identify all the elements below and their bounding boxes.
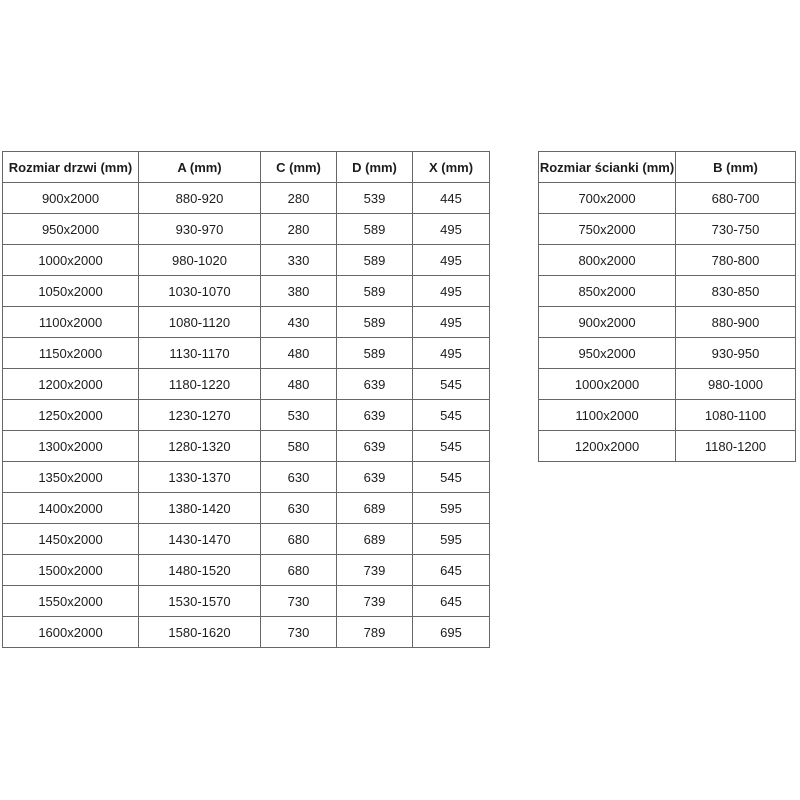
table-row	[3, 462, 490, 493]
table-cell: 1080-1120	[139, 307, 261, 338]
table-cell: 1530-1570	[139, 586, 261, 617]
table-cell: 589	[337, 338, 413, 369]
table-cell: 700x2000	[539, 183, 676, 214]
table-cell: 380	[261, 276, 337, 307]
table-cell: 1430-1470	[139, 524, 261, 555]
table-cell: 880-920	[139, 183, 261, 214]
wall-panel-size-table	[538, 151, 796, 462]
table-cell: 830-850	[676, 276, 796, 307]
header-row	[3, 152, 490, 183]
table-cell: 639	[337, 462, 413, 493]
table-row	[3, 276, 490, 307]
table-cell: 1330-1370	[139, 462, 261, 493]
table-cell: 750x2000	[539, 214, 676, 245]
table-row	[539, 245, 796, 276]
table-cell: 495	[413, 214, 490, 245]
table-row	[3, 524, 490, 555]
table-cell: 595	[413, 524, 490, 555]
table-row	[3, 307, 490, 338]
table-cell: 1480-1520	[139, 555, 261, 586]
table-row	[539, 307, 796, 338]
table-cell: 950x2000	[3, 214, 139, 245]
table-cell: 689	[337, 524, 413, 555]
table-cell: 680-700	[676, 183, 796, 214]
table-cell: 645	[413, 555, 490, 586]
table-cell: 1050x2000	[3, 276, 139, 307]
table-cell: 639	[337, 400, 413, 431]
table-cell: 1180-1220	[139, 369, 261, 400]
column-header: D (mm)	[337, 152, 413, 183]
table-cell: 545	[413, 462, 490, 493]
table-cell: 539	[337, 183, 413, 214]
table-cell: 589	[337, 245, 413, 276]
table-cell: 730	[261, 617, 337, 648]
table-cell: 695	[413, 617, 490, 648]
table-cell: 900x2000	[3, 183, 139, 214]
table-cell: 1300x2000	[3, 431, 139, 462]
table-cell: 445	[413, 183, 490, 214]
table-cell: 1580-1620	[139, 617, 261, 648]
table-cell: 680	[261, 555, 337, 586]
table-cell: 730-750	[676, 214, 796, 245]
table-row	[3, 245, 490, 276]
table-cell: 495	[413, 245, 490, 276]
table-cell: 1280-1320	[139, 431, 261, 462]
table-cell: 589	[337, 214, 413, 245]
column-header: C (mm)	[261, 152, 337, 183]
table-cell: 900x2000	[539, 307, 676, 338]
column-header: Rozmiar ścianki (mm)	[539, 152, 676, 183]
column-header: A (mm)	[139, 152, 261, 183]
table-cell: 1000x2000	[3, 245, 139, 276]
table-cell: 530	[261, 400, 337, 431]
table-row	[539, 400, 796, 431]
table-cell: 545	[413, 400, 490, 431]
table-row	[539, 431, 796, 462]
table-cell: 645	[413, 586, 490, 617]
table-cell: 589	[337, 307, 413, 338]
table-row	[3, 493, 490, 524]
table-cell: 1600x2000	[3, 617, 139, 648]
table-row	[3, 214, 490, 245]
table-cell: 1350x2000	[3, 462, 139, 493]
column-header: X (mm)	[413, 152, 490, 183]
table-cell: 480	[261, 369, 337, 400]
table-cell: 495	[413, 338, 490, 369]
table-cell: 850x2000	[539, 276, 676, 307]
table-cell: 1180-1200	[676, 431, 796, 462]
table-cell: 430	[261, 307, 337, 338]
table-cell: 1400x2000	[3, 493, 139, 524]
table-cell: 495	[413, 276, 490, 307]
table-cell: 880-900	[676, 307, 796, 338]
table-row	[539, 276, 796, 307]
table-cell: 639	[337, 369, 413, 400]
table-row	[3, 555, 490, 586]
table-cell: 980-1000	[676, 369, 796, 400]
table-cell: 739	[337, 586, 413, 617]
table-cell: 1030-1070	[139, 276, 261, 307]
table-cell: 1230-1270	[139, 400, 261, 431]
table-cell: 739	[337, 555, 413, 586]
table-cell: 680	[261, 524, 337, 555]
table-cell: 930-950	[676, 338, 796, 369]
table-cell: 730	[261, 586, 337, 617]
table-cell: 1450x2000	[3, 524, 139, 555]
table-row	[3, 400, 490, 431]
table-cell: 789	[337, 617, 413, 648]
header-row	[539, 152, 796, 183]
table-cell: 780-800	[676, 245, 796, 276]
table-cell: 589	[337, 276, 413, 307]
table-cell: 280	[261, 214, 337, 245]
table-cell: 689	[337, 493, 413, 524]
table-cell: 630	[261, 462, 337, 493]
table-cell: 1550x2000	[3, 586, 139, 617]
table-cell: 280	[261, 183, 337, 214]
table-cell: 630	[261, 493, 337, 524]
door-size-table	[2, 151, 490, 648]
table-cell: 580	[261, 431, 337, 462]
table-cell: 980-1020	[139, 245, 261, 276]
table-row	[3, 183, 490, 214]
table-row	[3, 338, 490, 369]
table-cell: 545	[413, 369, 490, 400]
table-cell: 1250x2000	[3, 400, 139, 431]
table-row	[3, 586, 490, 617]
table-cell: 1150x2000	[3, 338, 139, 369]
table-cell: 1130-1170	[139, 338, 261, 369]
table-cell: 1100x2000	[539, 400, 676, 431]
table-row	[3, 431, 490, 462]
table-cell: 1080-1100	[676, 400, 796, 431]
table-cell: 1100x2000	[3, 307, 139, 338]
table-cell: 1380-1420	[139, 493, 261, 524]
table-cell: 495	[413, 307, 490, 338]
table-cell: 545	[413, 431, 490, 462]
table-row	[539, 338, 796, 369]
table-cell: 330	[261, 245, 337, 276]
table-cell: 1500x2000	[3, 555, 139, 586]
column-header: Rozmiar drzwi (mm)	[3, 152, 139, 183]
table-cell: 800x2000	[539, 245, 676, 276]
table-cell: 1200x2000	[3, 369, 139, 400]
table-cell: 595	[413, 493, 490, 524]
table-row	[3, 617, 490, 648]
column-header: B (mm)	[676, 152, 796, 183]
table-cell: 639	[337, 431, 413, 462]
table-row	[539, 214, 796, 245]
table-cell: 1000x2000	[539, 369, 676, 400]
table-row	[539, 183, 796, 214]
table-row	[539, 369, 796, 400]
table-row	[3, 369, 490, 400]
table-cell: 1200x2000	[539, 431, 676, 462]
table-cell: 480	[261, 338, 337, 369]
table-cell: 930-970	[139, 214, 261, 245]
table-cell: 950x2000	[539, 338, 676, 369]
